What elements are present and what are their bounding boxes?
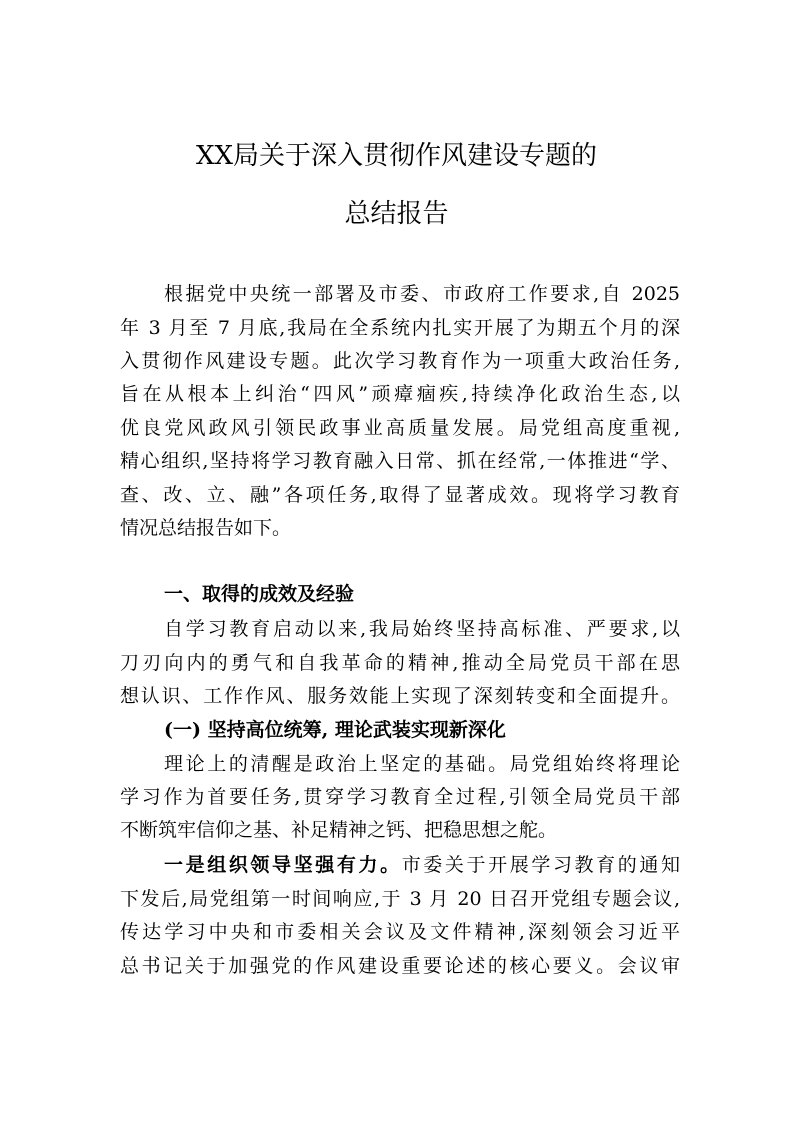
body-text-line: 根据党中央统一部署及市委、市政府工作要求,自 2025 [164,283,680,305]
body-text-line: 入贯彻作风建设专题。此次学习教育作为一项重大政治任务, [120,350,680,372]
body-text-line: 自学习教育启动以来,我局始终坚持高标准、严要求,以 [164,618,680,640]
document-title-line-2: 总结报告 [344,199,449,229]
body-text-line: 优良党风政风引领民政事业高质量发展。局党组高度重视, [120,417,680,439]
body-text-line: 刀刃向内的勇气和自我革命的精神,推动全局党员干部在思 [120,652,680,674]
body-text-line: 传达学习中央和市委相关会议及文件精神,深刻领会习近平 [120,921,680,943]
body-text-line: 查、改、立、融”各项任务,取得了显著成效。现将学习教育 [120,484,680,506]
body-text-line: 精心组织,坚持将学习教育融入日常、抓在经常,一体推进“学、 [120,450,680,472]
body-text-line: 旨在从根本上纠治“四风”顽瘴痼疾,持续净化政治生态,以 [120,383,680,405]
body-text-line [164,850,680,880]
section-heading: 一、取得的成效及经验 [164,583,355,605]
paragraph-lead-in: 一是组织领导坚强有力。 [164,854,402,876]
body-text-line: 想认识、工作作风、服务效能上实现了深刻转变和全面提升。 [120,685,680,707]
paragraph-text: 市委关于开展学习教育的通知 [401,854,680,876]
body-text-line: 不断筑牢信仰之基、补足精神之钙、把稳思想之舵。 [120,819,558,841]
body-text-line: 情况总结报告如下。 [120,517,292,539]
body-text-line: 年 3 月至 7 月底,我局在全系统内扎实开展了为期五个月的深 [120,317,680,339]
body-text-line: 学习作为首要任务,贯穿学习教育全过程,引领全局党员干部 [120,786,680,808]
body-text-line: 总书记关于加强党的作风建设重要论述的核心要义。会议审 [120,955,680,977]
subsection-heading: (一) 坚持高位统筹, 理论武装实现新深化 [164,719,506,741]
document-title-line-1: XX局关于深入贯彻作风建设专题的 [195,141,598,171]
body-text-line: 下发后,局党组第一时间响应,于 3 月 20 日召开党组专题会议, [120,888,680,910]
body-text-line: 理论上的清醒是政治上坚定的基础。局党组始终将理论 [164,753,680,775]
